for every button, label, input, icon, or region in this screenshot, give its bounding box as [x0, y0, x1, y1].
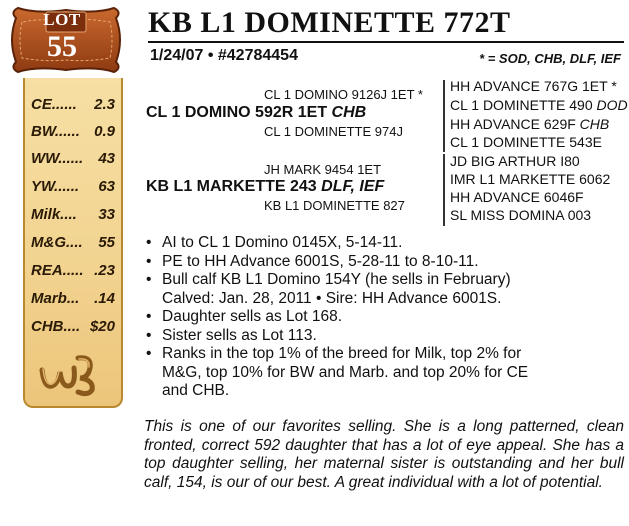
- pedigree-g7: HH ADVANCE 6046F: [450, 189, 584, 205]
- pedigree-dam-dam: KB L1 DOMINETTE 827: [264, 198, 405, 213]
- lot-label: LOT: [43, 10, 81, 29]
- pedigree-g8: SL MISS DOMINA 003: [450, 207, 592, 223]
- list-item: • Ranks in the top 1% of the breed for Milk, top 2% for: [146, 345, 624, 364]
- description-paragraph: This is one of our favorites selling. She is a long patterned, clean fronted, correct 592 daughter that has a lot of eye appeal. She has a top daughter selling, her maternal sister is outstanding and her bull calf, 154, is our of our best. A great individual with a lot of potential.: [144, 418, 624, 491]
- list-item: • Sister sells as Lot 113.: [146, 327, 624, 346]
- pedigree-g5: JD BIG ARTHUR I80: [450, 153, 580, 169]
- stat-bw: BW...... 0.9: [31, 123, 115, 140]
- stat-ww: WW...... 43: [31, 150, 115, 167]
- list-item-continuation: and CHB.: [162, 382, 230, 399]
- pedigree-sire: CL 1 DOMINO 592R 1ET CHB: [146, 104, 367, 121]
- pedigree-bracket: [443, 80, 445, 152]
- stat-rea: REA..... .23: [31, 262, 115, 279]
- stat-yw: YW...... 63: [31, 178, 115, 195]
- stat-ce: CE...... 2.3: [31, 96, 115, 113]
- stat-milk: Milk.... 33: [31, 206, 115, 223]
- pedigree-bracket: [443, 154, 445, 226]
- pedigree-g4: CL 1 DOMINETTE 543E: [450, 134, 602, 150]
- list-item: • PE to HH Advance 6001S, 5-28-11 to 8-10-11.: [146, 253, 624, 272]
- stat-chb: CHB.... $20: [31, 318, 115, 335]
- title-divider: [148, 41, 624, 43]
- pedigree-dam: KB L1 MARKETTE 243 DLF, IEF: [146, 178, 385, 195]
- pedigree-g2: CL 1 DOMINETTE 490 DOD: [450, 97, 628, 113]
- list-item: • Bull calf KB L1 Domino 154Y (he sells in February): [146, 271, 624, 290]
- list-item-continuation: M&G, top 10% for BW and Marb. and top 20% for CE: [162, 363, 529, 381]
- stat-mg: M&G.... 55: [31, 234, 115, 251]
- lot-number: 55: [47, 30, 77, 63]
- birthdate-registration: 1/24/07 • #42784454: [150, 47, 298, 64]
- list-item: • Daughter sells as Lot 168.: [146, 308, 624, 327]
- pedigree-g6: IMR L1 MARKETTE 6062: [450, 171, 611, 187]
- cattle-brand-icon: [34, 348, 104, 398]
- abbreviation-legend: * = SOD, CHB, DLF, IEF: [479, 51, 621, 66]
- notes-list: [146, 234, 624, 401]
- pedigree-g3: HH ADVANCE 629F CHB: [450, 116, 610, 132]
- list-item: • AI to CL 1 Domino 0145X, 5-14-11.: [146, 234, 624, 253]
- pedigree-sire-sire: CL 1 DOMINO 9126J 1ET *: [264, 87, 423, 102]
- list-item-continuation: Calved: Jan. 28, 2011 • Sire: HH Advance 6001S.: [162, 289, 502, 307]
- pedigree-g1: HH ADVANCE 767G 1ET *: [450, 78, 617, 94]
- animal-name: KB L1 DOMINETTE 772T: [148, 6, 511, 39]
- stat-marb: Marb... .14: [31, 290, 115, 307]
- pedigree-dam-sire: JH MARK 9454 1ET: [264, 162, 382, 177]
- pedigree-sire-dam: CL 1 DOMINETTE 974J: [264, 124, 403, 139]
